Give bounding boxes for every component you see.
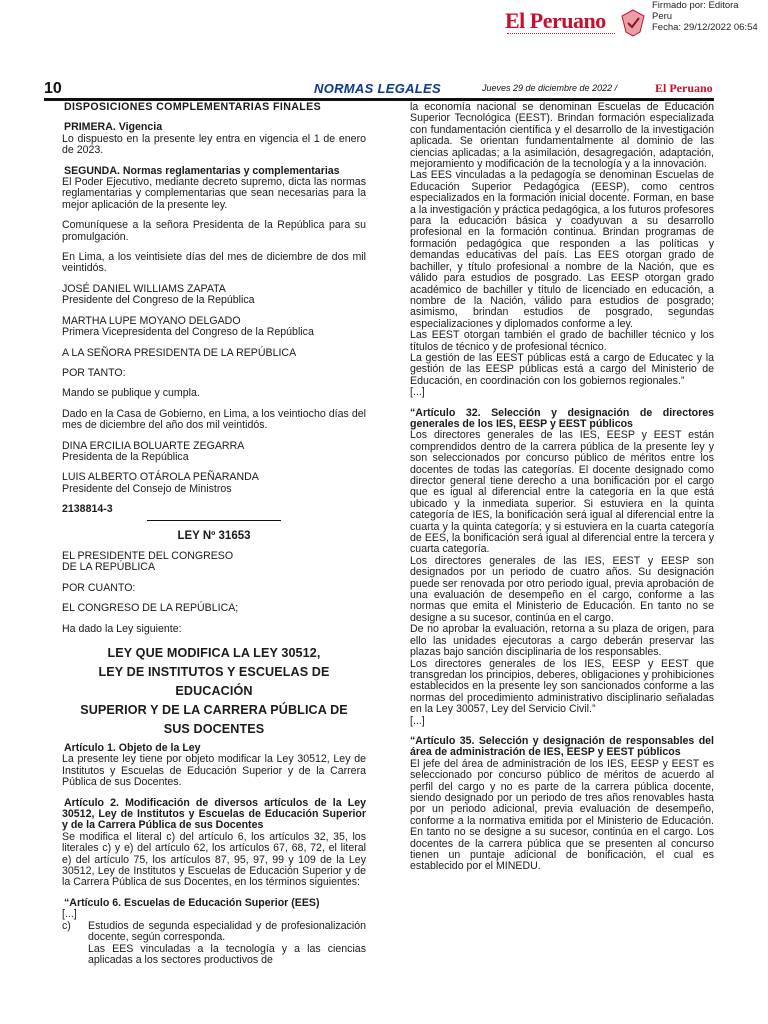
segunda-title: SEGUNDA. Normas reglamentarias y complementarias — [64, 164, 340, 177]
addressee: A LA SEÑORA PRESIDENTA DE LA REPÚBLICA — [62, 346, 297, 359]
el-peruano-logo: El Peruano — [505, 8, 606, 33]
article-title: Artículo 2. Modificación de diversos artículos de la Ley 30512, Ley de Institutos y Escuelas de Educación Superior y de la Carrera Pública de sus Docentes — [62, 796, 366, 832]
signatory-role: Presidente del Congreso de la República — [62, 294, 255, 307]
header-logo: El Peruano — [655, 81, 713, 95]
article-text: Se modifica el literal c) del artículo 6, los artículos 32, 35, los literales c) y e) del artículo 62, los artículos 67, 68, 72, el literal e) del artículo 75, los artículos 87, 95, 97, 99 y 109 de la Ley 30512, Ley de Institutos y Escuelas de Educación Superior y de la Carrera Pública de sus Docentes, en los términos siguientes: — [62, 830, 366, 889]
law-divider — [147, 520, 281, 521]
signatory-role: Primera Vicepresidenta del Congreso de la República — [62, 326, 314, 339]
quoted-article-title: “Artículo 35. Selección y designación de responsables del área de administración de IES, EESP y EEST públicos — [410, 734, 714, 759]
paragraph: La gestión de las EEST públicas está a cargo de Educatec y la gestión de las EESP públicas está a cargo del Ministerio de Educación, en coordinación con los gobiernos regionales.” — [410, 351, 714, 387]
primera-title: PRIMERA. Vigencia — [64, 121, 163, 134]
article-title: Artículo 1. Objeto de la Ley — [64, 742, 201, 754]
signatory-name: MARTHA LUPE MOYANO DELGADO — [62, 314, 241, 327]
law-title — [62, 644, 366, 739]
primera-text: Lo dispuesto en la presente ley entra en vigencia el 1 de enero de 2023. — [62, 132, 366, 157]
por-cuanto: POR CUANTO: — [62, 581, 136, 594]
left-column — [62, 102, 366, 966]
signature-bar — [0, 0, 768, 58]
logo-underline — [507, 33, 615, 36]
digital-signature-seal-icon — [620, 8, 646, 38]
page-header — [44, 80, 714, 100]
dado-text: Dado en la Casa de Gobierno, en Lima, a los veintiocho días del mes de diciembre del año dos mil veintidós. — [62, 407, 366, 432]
document-code: 2138814-3 — [62, 503, 113, 516]
list-item — [62, 921, 366, 944]
signatory-name: LUIS ALBERTO OTÁROLA PEÑARANDA — [62, 471, 259, 484]
list-item-continuation: Las EES vinculadas a la tecnología y a las ciencias aplicadas a los sectores productivos de — [88, 942, 366, 966]
signatory-name: JOSÉ DANIEL WILLIAMS ZAPATA — [62, 282, 226, 295]
ellipsis: [...] — [410, 386, 425, 399]
law-title-line: LEY QUE MODIFICA LA LEY 30512, — [107, 646, 321, 660]
signatory-name: DINA ERCILIA BOLUARTE ZEGARRA — [62, 439, 245, 452]
law-title-line: SUPERIOR Y DE LA CARRERA PÚBLICA DE — [80, 703, 348, 717]
congreso-text: EL CONGRESO DE LA REPÚBLICA; — [62, 602, 239, 615]
paragraph: Las EEST otorgan también el grado de bachiller técnico y los títulos de técnico y de profesional técnico. — [410, 329, 714, 353]
signature-line: Firmado por: Editora — [652, 0, 739, 11]
signatory-role: Presidente del Consejo de Ministros — [62, 482, 232, 495]
presidente-line: EL PRESIDENTE DEL CONGRESO — [62, 549, 234, 562]
signature-line: Fecha: 29/12/2022 06:54 — [652, 22, 758, 33]
signatory-role: Presidenta de la República — [62, 450, 189, 463]
list-item-label: c) — [62, 919, 71, 932]
list-item-text: Estudios de segunda especialidad y de profesionalización docente, según corresponda. — [88, 919, 366, 944]
quoted-article-title: “Artículo 32. Selección y designación de directores generales de los IES, EESP y EEST públicos — [410, 406, 714, 430]
paragraph: Los directores generales de las IES, EEST y EESP son designados por un periodo de cuatro años. Su designación puede ser renovada por otro periodo igual, previa aprobación de una evaluación de desempeño en el cargo, conforme a las normas que emita el Ministerio de Educación. En tanto no se designe a su sucesor, continúa en el cargo. — [410, 554, 714, 624]
en-lima-text: En Lima, a los veintisiete días del mes de diciembre de dos mil veintidós. — [62, 251, 366, 275]
paragraph: la economía nacional se denominan Escuelas de Educación Superior Tecnológica (EEST). Brindan formación especializada con fundamentación científica y el desarrollo de la investigación aplicada. Se orientan fundamentalmente al dominio de las ciencias aplicadas; a la asimilación, desagregación, adaptación, mejoramiento y modificación de la tecnología y a la innovación. — [410, 101, 714, 171]
section-title: NORMAS LEGALES — [314, 81, 441, 96]
comuniquese-text: Comuníquese a la señora Presidenta de la República para su promulgación. — [62, 219, 366, 243]
right-column — [410, 102, 714, 873]
ellipsis: [...] — [410, 714, 425, 727]
section-heading: DISPOSICIONES COMPLEMENTARIAS FINALES — [64, 101, 322, 113]
law-title-line: SUS DOCENTES — [163, 722, 265, 736]
ha-dado-text: Ha dado la Ley siguiente: — [62, 622, 182, 635]
quoted-article-title: “Artículo 6. Escuelas de Educación Superior (EES) — [64, 896, 320, 909]
issue-date: Jueves 29 de diciembre de 2022 / — [482, 83, 618, 93]
signature-line: Peru — [652, 11, 673, 22]
paragraph: De no aprobar la evaluación, retorna a su plaza de origen, para ello las unidades ejecutoras a cargo deberán preservar las plazas bajo sanción disciplinaria de los responsables. — [410, 623, 714, 659]
signature-info — [652, 0, 758, 33]
paragraph: Los directores generales de las IES, EESP y EEST están comprendidos dentro de la carrera pública de la presente ley y son seleccionados por concurso público de méritos entre los docentes de todas las categorías. El docente designado como director general tiene derecho a una bonificación por el cargo que es igual al diferencial entre la categoría en la que está ubicado y la inmediata superior. Si estuviera en la quinta categoría de IES, la bonificación será igual al diferencial entre la cuarta y la quinta categoría; y si estuviera en la cuarta categoría de EES, la bonificación será igual al diferencial entre la tercera y cuarta categoría. — [410, 429, 714, 556]
presidente-line: DE LA REPÚBLICA — [62, 561, 156, 574]
page-number: 10 — [44, 80, 62, 97]
paragraph: Las EES vinculadas a la pedagogía se denominan Escuelas de Educación Superior Pedagógica (EESP), como centros especializados en la formación inicial docente. Forman, en base a la investigación y práctica pedagógica, a los futuros profesores para la educación básica y coadyuvan a su desarrollo profesional en la formación continua. Brindan programas de formación pedagógica que responden a las políticas y demandas educativas del país. Las EES otorgan grado de bachiller, y título profesional a nombre de la Nación, que es válido para estudios de posgrado. Las EESP otorgan grado académico de bachiller y título de licenciado en educación, a nombre de la Nación, válido para estudios de posgrado; asimismo, brindan estudios de posgrado, segundas especializaciones y diplomados conforme a ley. — [410, 169, 714, 330]
paragraph: Los directores generales de los IES, EESP y EEST que transgredan los principios, deberes, obligaciones y prohibiciones establecidos en la presente ley son sancionados conforme a las normas del procedimiento administrativo disciplinario señaladas en la Ley 30057, Ley del Servicio Civil.” — [410, 657, 714, 716]
segunda-text: El Poder Ejecutivo, mediante decreto supremo, dicta las normas reglamentarias y complementarias que sean necesarias para la mejor aplicación de la presente ley. — [62, 176, 366, 211]
law-number: LEY Nº 31653 — [177, 529, 251, 542]
paragraph: El jefe del área de administración de los IES, EESP y EEST es seleccionado por concurso público de méritos de acuerdo al perfil del cargo y no es parte de la carrera pública docente, siendo designado por un periodo de tres años renovables hasta por un periodo adicional, previa evaluación de desempeño, conforme a la normativa emitida por el Ministerio de Educación. En tanto no se designe a su sucesor, continúa en el cargo. Los docentes de la carrera pública que se presenten al concurso tienen un puntaje adicional de bonificación, el cual es establecido por el MINEDU. — [410, 757, 714, 873]
mando-text: Mando se publique y cumpla. — [62, 387, 200, 400]
article-text: La presente ley tiene por objeto modificar la Ley 30512, Ley de Institutos y Escuelas de Educación Superior y de la Carrera Pública de sus Docentes. — [62, 753, 366, 789]
por-tanto: POR TANTO: — [62, 366, 126, 379]
ellipsis: [...] — [62, 908, 77, 921]
law-title-line: LEY DE INSTITUTOS Y ESCUELAS DE EDUCACIÓN — [98, 665, 330, 698]
